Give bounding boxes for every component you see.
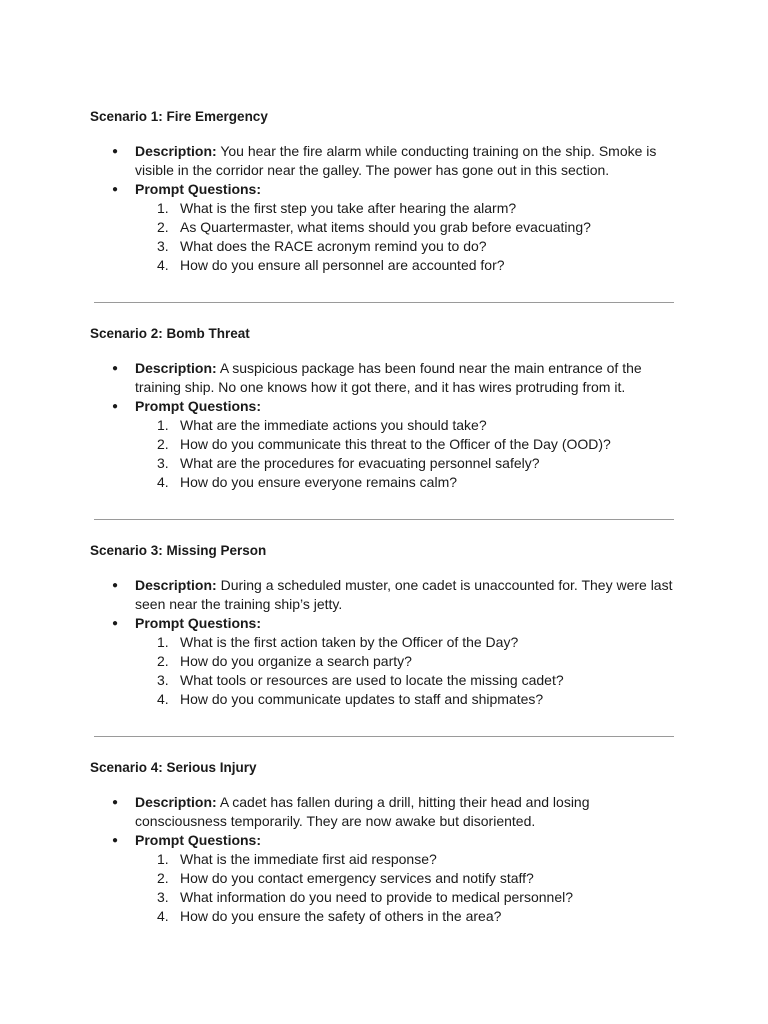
scenario-bullets [90, 576, 680, 709]
section-divider [94, 736, 674, 737]
question-text: What tools or resources are used to locate the missing cadet? [180, 672, 564, 688]
description-label: Description: [135, 577, 217, 593]
prompt-questions-label: Prompt Questions: [135, 832, 262, 848]
question-number: 3. [157, 455, 169, 471]
prompt-questions-label: Prompt Questions: [135, 181, 262, 197]
scenario-title: Scenario 1: Fire Emergency [90, 109, 268, 124]
description-text: You hear the fire alarm while conducting training on the ship. Smoke is visible in the corridor near the galley. The power has gone out in this section. [135, 143, 657, 178]
question-text: What are the procedures for evacuating personnel safely? [180, 455, 540, 471]
question-number: 1. [157, 200, 169, 216]
question-text: What does the RACE acronym remind you to do? [180, 238, 487, 254]
description-item [135, 793, 680, 831]
description-text: During a scheduled muster, one cadet is unaccounted for. They were last seen near the training ship’s jetty. [135, 577, 673, 612]
scenario-2 [90, 324, 680, 492]
scenario-title: Scenario 2: Bomb Threat [90, 326, 250, 341]
prompt-questions-item [135, 397, 680, 492]
scenario-bullets [90, 142, 680, 275]
question-number: 4. [157, 691, 169, 707]
question-number: 2. [157, 870, 169, 886]
scenario-1 [90, 107, 680, 275]
scenario-3 [90, 541, 680, 709]
question-item [157, 850, 680, 869]
question-item [157, 199, 680, 218]
question-number: 2. [157, 219, 169, 235]
question-number: 3. [157, 672, 169, 688]
prompt-questions-item [135, 614, 680, 709]
question-text: What is the first action taken by the Officer of the Day? [180, 634, 519, 650]
question-text: How do you ensure the safety of others in the area? [180, 908, 502, 924]
question-text: As Quartermaster, what items should you grab before evacuating? [180, 219, 591, 235]
question-item [157, 652, 680, 671]
question-item [157, 671, 680, 690]
question-item [157, 256, 680, 275]
question-item [157, 454, 680, 473]
question-number: 1. [157, 417, 169, 433]
question-number: 4. [157, 474, 169, 490]
scenario-4 [90, 758, 680, 926]
description-text: A suspicious package has been found near the main entrance of the training ship. No one knows how it got there, and it has wires protruding from it. [135, 360, 642, 395]
question-number: 2. [157, 653, 169, 669]
question-text: How do you contact emergency services and notify staff? [180, 870, 534, 886]
question-number: 3. [157, 889, 169, 905]
question-text: How do you ensure everyone remains calm? [180, 474, 458, 490]
section-divider [94, 519, 674, 520]
question-item [157, 218, 680, 237]
question-text: What is the immediate first aid response? [180, 851, 437, 867]
scenario-title: Scenario 4: Serious Injury [90, 760, 257, 775]
prompt-questions-item [135, 180, 680, 275]
scenario-title: Scenario 3: Missing Person [90, 543, 267, 558]
question-number: 1. [157, 851, 169, 867]
description-label: Description: [135, 143, 217, 159]
section-divider [94, 302, 674, 303]
question-number: 3. [157, 238, 169, 254]
description-item [135, 576, 680, 614]
question-number: 4. [157, 908, 169, 924]
question-item [157, 237, 680, 256]
prompt-questions-label: Prompt Questions: [135, 615, 262, 631]
question-list [135, 850, 680, 926]
description-label: Description: [135, 794, 217, 810]
question-list [135, 199, 680, 275]
question-item [157, 435, 680, 454]
question-text: How do you organize a search party? [180, 653, 412, 669]
description-item [135, 359, 680, 397]
question-text: What are the immediate actions you should take? [180, 417, 487, 433]
question-list [135, 633, 680, 709]
question-text: What is the first step you take after hearing the alarm? [180, 200, 517, 216]
question-item [157, 633, 680, 652]
question-item [157, 416, 680, 435]
prompt-questions-item [135, 831, 680, 926]
question-item [157, 869, 680, 888]
description-label: Description: [135, 360, 217, 376]
question-item [157, 690, 680, 709]
question-list [135, 416, 680, 492]
question-number: 4. [157, 257, 169, 273]
question-text: How do you communicate this threat to the Officer of the Day (OOD)? [180, 436, 611, 452]
question-text: How do you communicate updates to staff and shipmates? [180, 691, 544, 707]
prompt-questions-label: Prompt Questions: [135, 398, 262, 414]
question-item [157, 888, 680, 907]
document-body [90, 107, 680, 926]
question-text: How do you ensure all personnel are accounted for? [180, 257, 505, 273]
question-item [157, 473, 680, 492]
question-number: 1. [157, 634, 169, 650]
question-text: What information do you need to provide to medical personnel? [180, 889, 574, 905]
description-text: A cadet has fallen during a drill, hitting their head and losing consciousness temporarily. They are now awake but disoriented. [135, 794, 590, 829]
scenario-bullets [90, 359, 680, 492]
question-item [157, 907, 680, 926]
scenario-bullets [90, 793, 680, 926]
description-item [135, 142, 680, 180]
question-number: 2. [157, 436, 169, 452]
